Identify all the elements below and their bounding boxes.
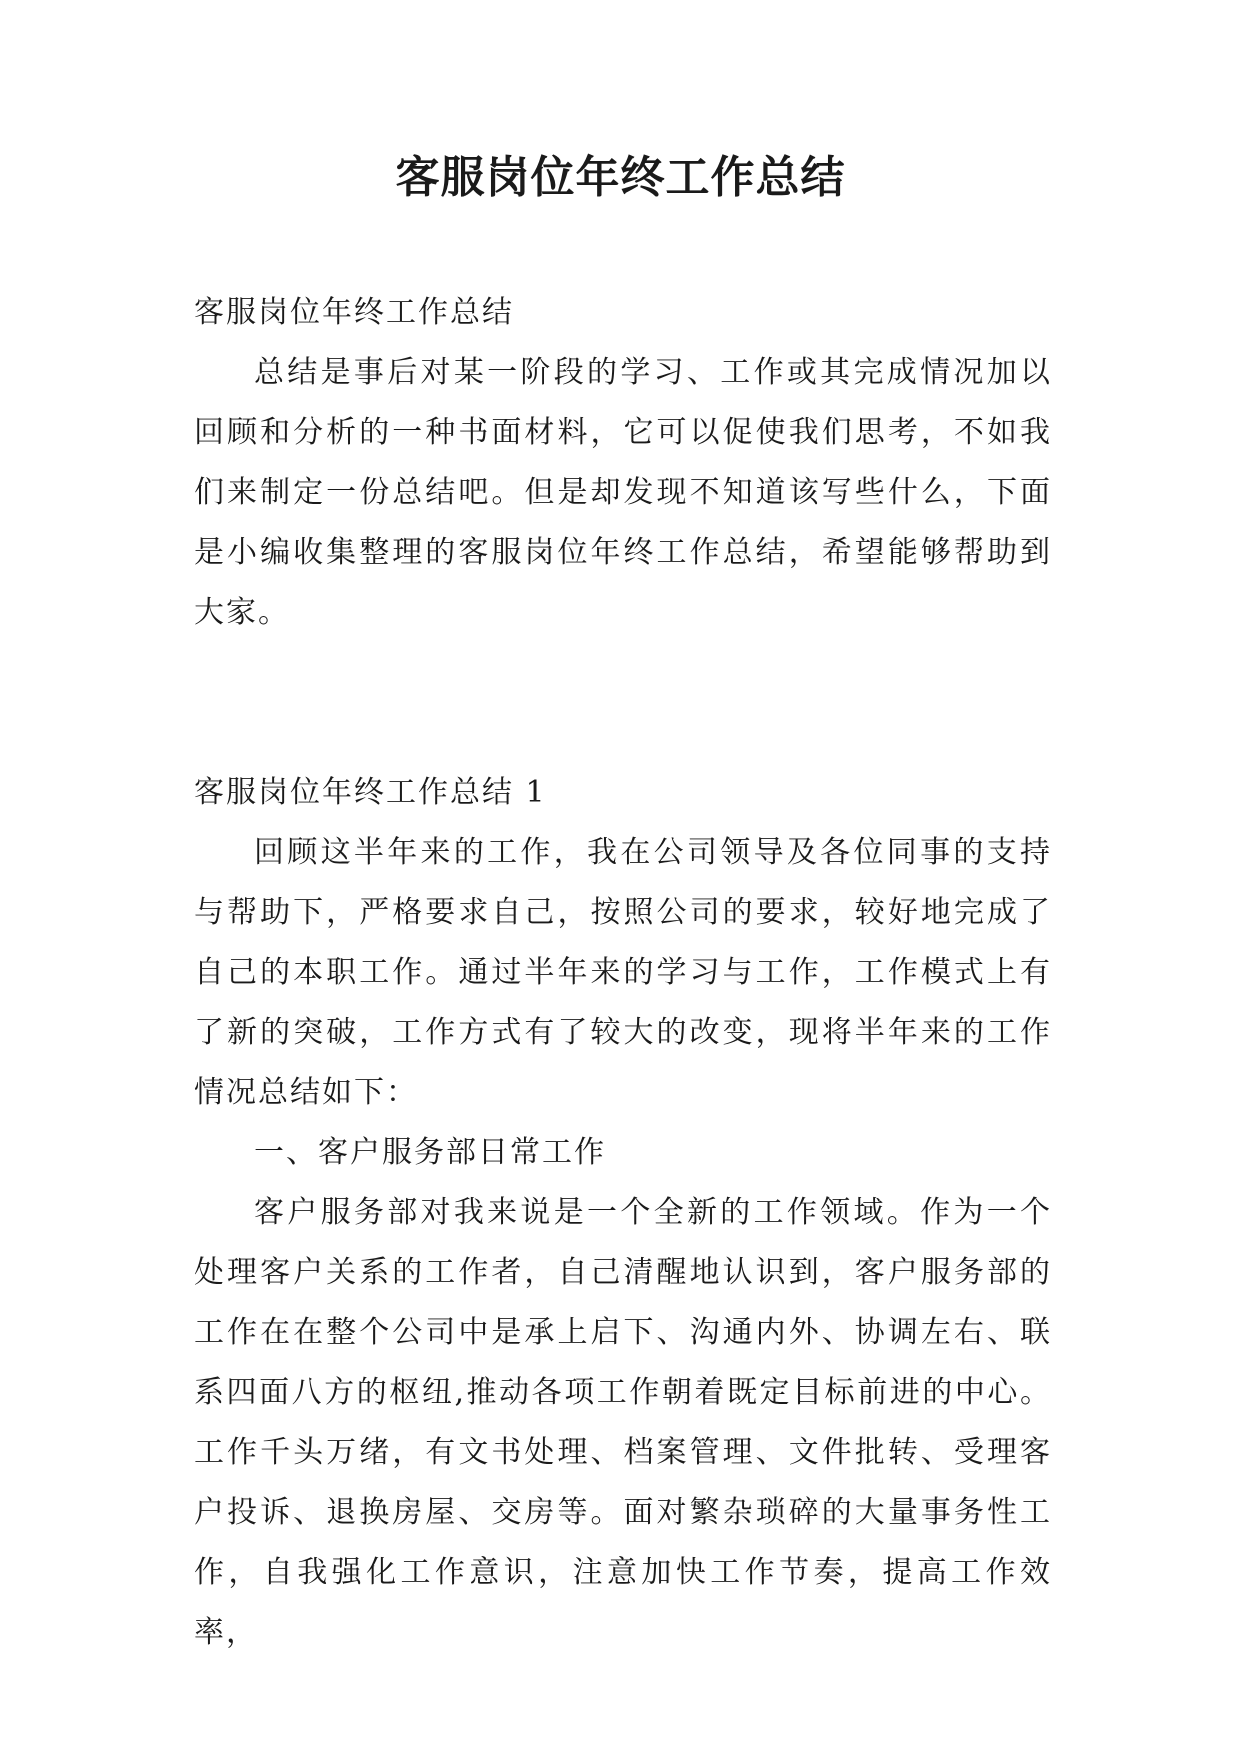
document-body	[194, 283, 1052, 1663]
section-paragraph: 客户服务部对我来说是一个全新的工作领域。作为一个处理客户关系的工作者，自己清醒地认识到，客户服务部的工作在在整个公司中是承上启下、沟通内外、协调左右、联系四面八方的枢纽,推动各项工作朝着既定目标前进的中心。工作千头万绪，有文书处理、档案管理、文件批转、受理客户投诉、退换房屋、交房等。面对繁杂琐碎的大量事务性工作，自我强化工作意识，注意加快工作节奏，提高工作效率，	[194, 1195, 1052, 1650]
section-heading: 客服岗位年终工作总结 1	[194, 775, 547, 810]
section-subheading: 一、客户服务部日常工作	[254, 1135, 606, 1170]
document-subtitle: 客服岗位年终工作总结	[194, 295, 514, 330]
intro-paragraph: 总结是事后对某一阶段的学习、工作或其完成情况加以回顾和分析的一种书面材料，它可以促使我们思考，不如我们来制定一份总结吧。但是却发现不知道该写些什么，下面是小编收集整理的客服岗位年终工作总结，希望能够帮助到大家。	[194, 355, 1052, 630]
section-paragraph: 回顾这半年来的工作，我在公司领导及各位同事的支持与帮助下，严格要求自己，按照公司的要求，较好地完成了自己的本职工作。通过半年来的学习与工作，工作模式上有了新的突破，工作方式有了较大的改变，现将半年来的工作情况总结如下：	[194, 835, 1052, 1110]
document-title: 客服岗位年终工作总结	[395, 152, 846, 203]
